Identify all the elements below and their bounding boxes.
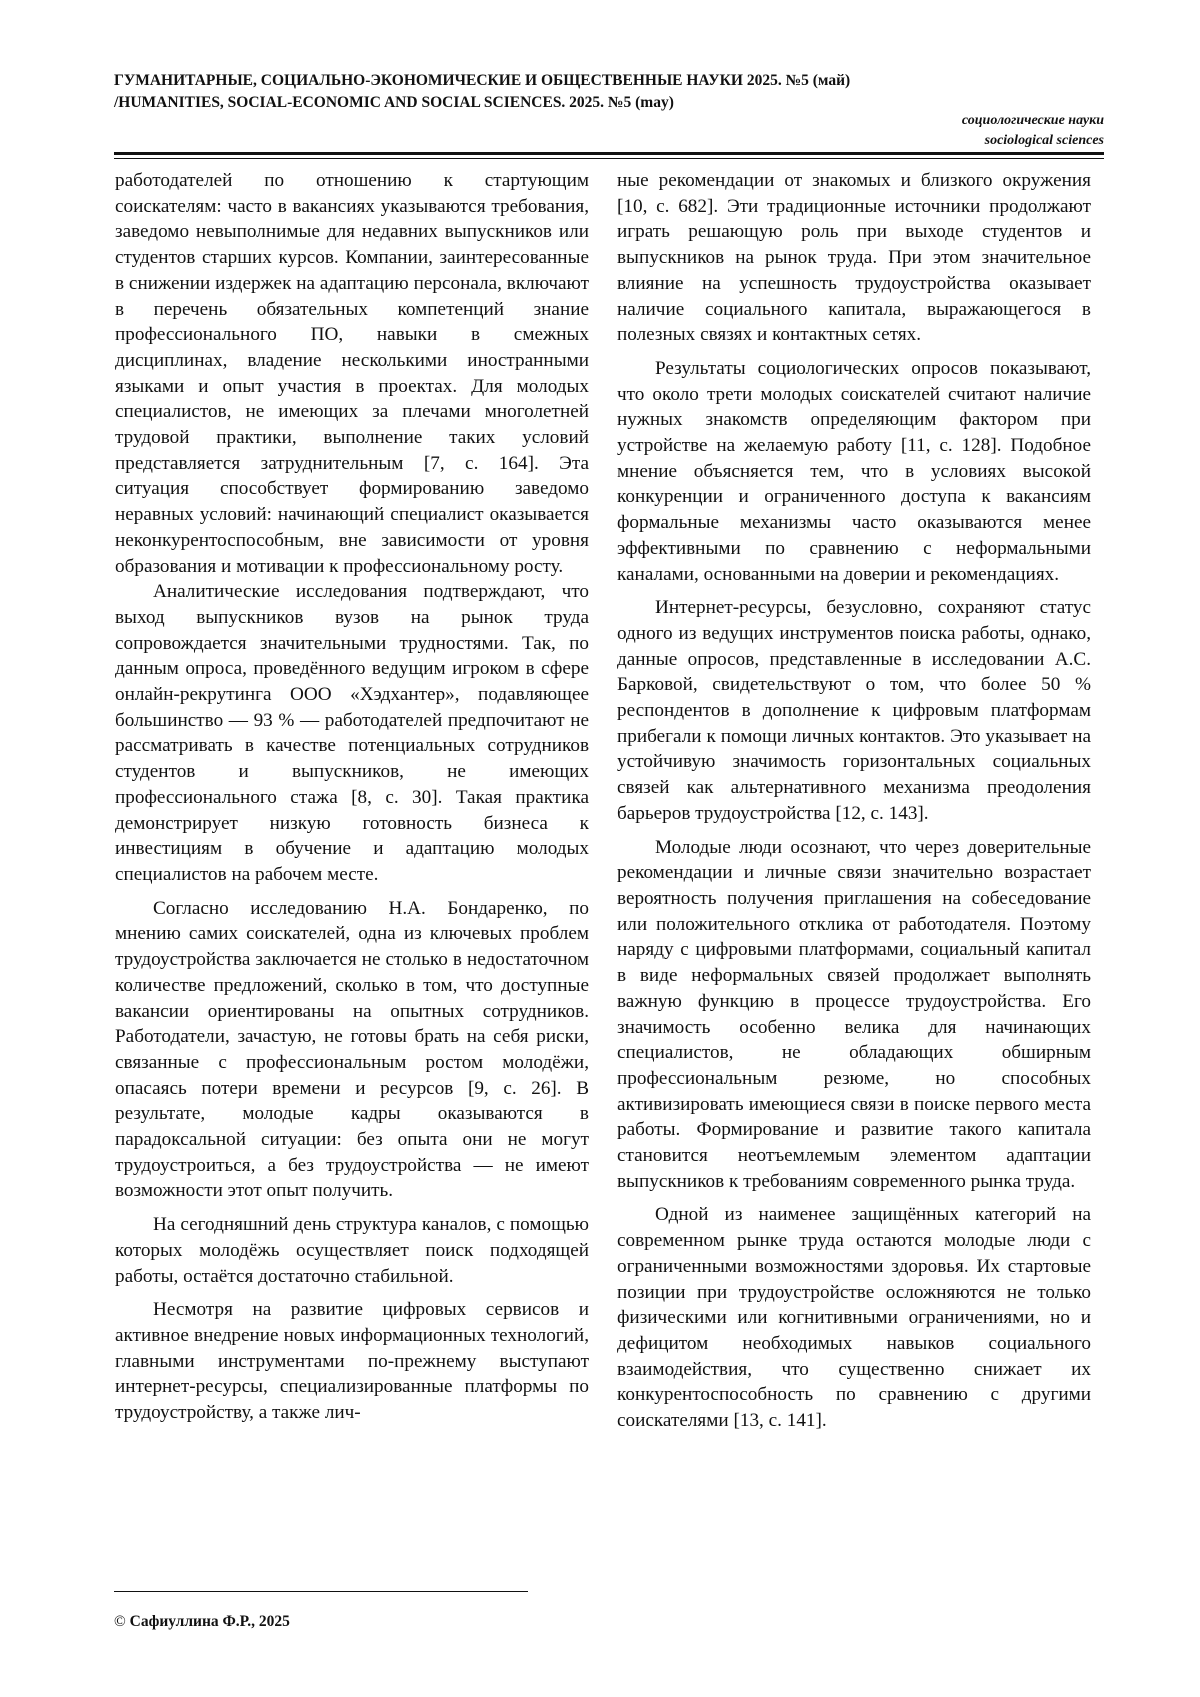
journal-title-ru: ГУМАНИТАРНЫЕ, СОЦИАЛЬНО-ЭКОНОМИЧЕСКИЕ И ОБЩЕСТВЕННЫЕ НАУКИ 2025. №5 (май) xyxy=(114,72,851,89)
journal-title-en: /HUMANITIES, SOCIAL-ECONOMIC AND SOCIAL SCIENCES. 2025. №5 (may) xyxy=(114,94,674,111)
right-column xyxy=(617,168,1091,1434)
paragraph: На сегодняшний день структура каналов, с помощью которых молодёжь осуществляет поиск подходящей работы, остаётся достаточно стабильной. xyxy=(115,1214,589,1287)
copyright-note xyxy=(114,1613,290,1631)
footnote-rule xyxy=(114,1591,528,1592)
header-rule-thin xyxy=(114,158,1104,159)
section-label xyxy=(962,111,1104,151)
left-column xyxy=(115,168,589,1426)
paragraph: Аналитические исследования подтверждают, что выход выпускников вузов на рынок труда сопровождается значительными трудностями. Так, по данным опроса, проведённого ведущим игроком в сфере онлайн-рекрутинга ООО «Хэдхантер», подавляющее большинство — 93 % — работодателей предпочитают не рассматривать в качестве потенциальных сотрудников студентов и выпускников, не имеющих профессионального стажа [8, с. 30]. Такая практика демонстрирует низкую готовность бизнеса к инвестициям в обучение и адаптацию молодых специалистов на рабочем месте. xyxy=(115,581,589,885)
header-rule-thick xyxy=(114,152,1104,155)
journal-header xyxy=(114,70,1104,114)
paragraph: работодателей по отношению к стартующим соискателям: часто в вакансиях указываются требования, заведомо невыполнимые для недавних выпускников или студентов старших курсов. Компании, заинтересованные в снижении издержек на адаптацию персонала, включают в перечень обязательных компетенций знание профессионального ПО, навыки в смежных дисциплинах, владение несколькими иностранными языками и опыт участия в проектах. Для молодых специалистов, не имеющих за плечами многолетней трудовой практики, выполнение таких условий представляется затруднительным [7, с. 164]. Эта ситуация способствует формированию заведомо неравных условий: начинающий специалист оказывается неконкурентоспособным, вне зависимости от уровня образования и мотивации к профессиональному росту. xyxy=(115,170,589,577)
copyright-author: Сафиуллина Ф.Р., 2025 xyxy=(129,1613,290,1630)
paragraph: Интернет-ресурсы, безусловно, сохраняют статус одного из ведущих инструментов поиска работы, однако, данные опросов, представленные в исследовании А.С. Барковой, свидетельствуют о том, что более 50 % респондентов в дополнение к цифровым платформам прибегали к помощи личных контактов. Это указывает на устойчивую значимость горизонтальных социальных связей как альтернативного механизма преодоления барьеров трудоустройства [12, с. 143]. xyxy=(617,597,1091,824)
paragraph: Одной из наименее защищённых категорий на современном рынке труда остаются молодые люди с ограниченными возможностями здоровья. Их стартовые позиции при трудоустройстве осложняются не только физическими или когнитивными ограничениями, но и дефицитом необходимых навыков социального взаимодействия, что существенно снижает их конкурентоспособность по сравнению с другими соискателями [13, с. 141]. xyxy=(617,1204,1091,1432)
paragraph: Результаты социологических опросов показывают, что около трети молодых соискателей считают наличие нужных знакомств определяющим фактором при устройстве на желаемую работу [11, с. 128]. Подобное мнение объясняется тем, что в условиях высокой конкуренции и ограниченного доступа к вакансиям формальные механизмы часто оказываются менее эффективными по сравнению с неформальными каналами, основанными на доверии и рекомендациях. xyxy=(617,357,1091,585)
paragraph: Согласно исследованию Н.А. Бондаренко, по мнению самих соискателей, одна из ключевых проблем трудоустройства заключается не столько в недостаточном количестве предложений, сколько в том, что доступные вакансии ориентированы на опытных сотрудников. Работодатели, зачастую, не готовы брать на себя риски, связанные с профессиональным ростом молодёжи, опасаясь потери времени и ресурсов [9, с. 26]. В результате, молодые кадры оказываются в парадоксальной ситуации: без опыта они не могут трудоустроиться, а без трудоустройства — не имеют возможности этот опыт получить. xyxy=(115,897,589,1202)
section-label-ru: социологические науки xyxy=(961,113,1104,128)
copyright-symbol: © xyxy=(114,1613,126,1630)
paragraph: Несмотря на развитие цифровых сервисов и активное внедрение новых информационных технологий, главными инструментами по-прежнему выступают интернет-ресурсы, специализированные платформы по трудоустройству, а также лич- xyxy=(115,1299,589,1424)
paragraph: ные рекомендации от знакомых и близкого окружения [10, с. 682]. Эти традиционные источники продолжают играть решающую роль при выходе студентов и выпускников на рынок труда. При этом значительное влияние на успешность трудоустройства оказывает наличие социального капитала, выражающегося в полезных связях и контактных сетях. xyxy=(617,170,1091,346)
paragraph: Молодые люди осознают, что через доверительные рекомендации и личные связи значительно возрастает вероятность получения приглашения на собеседование или положительного отклика от работодателя. Поэтому наряду с цифровыми платформами, социальный капитал в виде неформальных связей продолжает выполнять важную функцию в процессе трудоустройства. Его значимость особенно велика для начинающих специалистов, не обладающих обширным профессиональным резюме, но способных активизировать имеющиеся связи в поиске первого места работы. Формирование и развитие такого капитала становится неотъемлемым элементом адаптации выпускников к требованиям современного рынка труда. xyxy=(617,836,1091,1192)
section-label-en: sociological sciences xyxy=(984,133,1104,148)
